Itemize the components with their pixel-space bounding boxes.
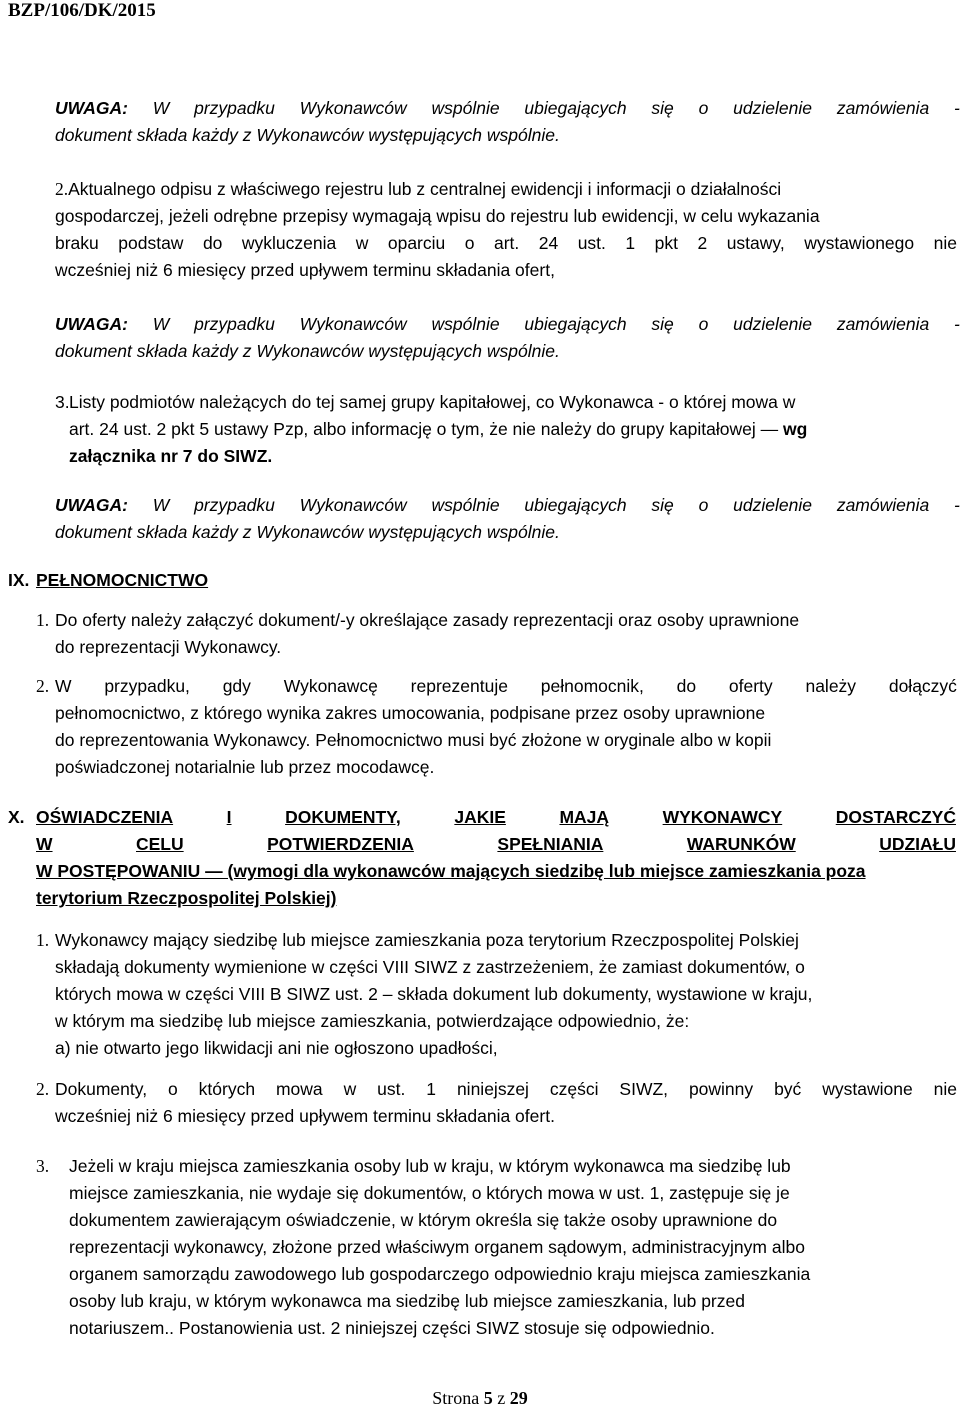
word: gdy: [222, 676, 251, 696]
paragraph-line: załącznika nr 7 do SIWZ.: [69, 446, 273, 466]
uwaga-note-line: [55, 314, 960, 334]
item-number: 2.Aktualnego odpisu z właściwego rejestru lub z centralnej ewidencji i informacji o działalności: [55, 179, 782, 199]
uwaga-note-line: [55, 98, 960, 118]
word: SIWZ,: [619, 1079, 669, 1099]
word: o: [698, 98, 709, 118]
word: ustawy,: [726, 233, 785, 253]
word: DOSTARCZYĆ: [835, 807, 956, 827]
paragraph-line: art. 24 ust. 2 pkt 5 ustawy Pzp, albo informację o tym, że nie należy do grupy kapitałowej — wg: [69, 419, 808, 439]
word: przypadku: [194, 495, 275, 515]
paragraph-line: do reprezentowania Wykonawcy. Pełnomocnictwo musi być złożone w oryginale albo w kopii: [55, 730, 772, 750]
word: OŚWIADCZENIA: [36, 807, 174, 827]
paragraph-line: wcześniej niż 6 miesięcy przed upływem terminu składania ofert.: [55, 1106, 555, 1126]
word: -: [954, 495, 960, 515]
word: W: [152, 314, 170, 334]
word: do: [202, 233, 223, 253]
word: WARUNKÓW: [686, 834, 796, 854]
word: udzielenie: [733, 314, 812, 334]
word: zamówienia: [836, 314, 930, 334]
uwaga-note-line: [55, 495, 960, 515]
word: w: [355, 233, 369, 253]
word: UDZIAŁU: [879, 834, 956, 854]
word: nie: [933, 1079, 957, 1099]
word: -: [954, 314, 960, 334]
word: wystawione: [822, 1079, 913, 1099]
word: MAJĄ: [559, 807, 610, 827]
item-number: 1.: [36, 930, 50, 950]
word: dołączyć: [888, 676, 957, 696]
word: wspólnie: [431, 495, 500, 515]
word: 2: [697, 233, 708, 253]
word: ust.: [577, 233, 606, 253]
uwaga-note-line: dokument składa każdy z Wykonawców występujących wspólnie.: [55, 341, 560, 361]
word: UWAGA:: [55, 98, 128, 118]
paragraph-line: gospodarczej, jeżeli odrębne przepisy wymagają wpisu do rejestru lub ewidencji, w celu wykazania: [55, 206, 820, 226]
word: zamówienia: [836, 495, 930, 515]
section-title-line: [36, 834, 956, 854]
word: Wykonawcę: [283, 676, 378, 696]
section-title-line: W POSTĘPOWANIU — (wymogi dla wykonawców mających siedzibę lub miejsce zamieszkania poza: [36, 861, 866, 881]
paragraph-line: [55, 676, 957, 696]
word: o: [698, 495, 709, 515]
word: Dokumenty,: [55, 1079, 148, 1099]
word: Wykonawców: [299, 98, 407, 118]
list-item: a) nie otwarto jego likwidacji ani nie ogłoszono upadłości,: [55, 1038, 498, 1058]
paragraph-line: miejsce zamieszkania, nie wydaje się dokumentów, o których mowa w ust. 1, zastępuje się je: [69, 1183, 790, 1203]
paragraph-line: dokumentem zawierającym oświadczenie, w którym określa się także osoby uprawnione do: [69, 1210, 778, 1230]
word: JAKIE: [454, 807, 506, 827]
word: -: [954, 98, 960, 118]
word: się: [651, 495, 674, 515]
word: 1: [625, 233, 636, 253]
word: w: [343, 1079, 357, 1099]
word: oparciu: [387, 233, 446, 253]
section-title-line: terytorium Rzeczpospolitej Polskiej): [36, 888, 337, 908]
word: reprezentuje: [410, 676, 508, 696]
word: POTWIERDZENIA: [267, 834, 414, 854]
word: nie: [933, 233, 957, 253]
paragraph-line: reprezentacji wykonawcy, złożone przed właściwym organem sądowym, administracyjnym albo: [69, 1237, 805, 1257]
section-number: IX.: [8, 570, 30, 590]
word: wykluczenia: [241, 233, 337, 253]
word: do: [676, 676, 697, 696]
word: wystawionego: [804, 233, 915, 253]
word: SPEŁNIANIA: [497, 834, 604, 854]
paragraph-line: Jeżeli w kraju miejsca zamieszkania osoby lub w kraju, w którym wykonawca ma siedzibę lub: [69, 1156, 791, 1176]
section-title: PEŁNOMOCNICTWO: [36, 570, 209, 590]
word: udzielenie: [733, 98, 812, 118]
word: ubiegających: [524, 98, 627, 118]
word: ubiegających: [524, 314, 627, 334]
section-number: X.: [8, 807, 25, 827]
paragraph-line: składają dokumenty wymienione w części VIII SIWZ z zastrzeżeniem, że zamiast dokumentów, o: [55, 957, 805, 977]
paragraph-line: w którym ma siedzibę lub miejsce zamieszkania, potwierdzające odpowiednio, że:: [55, 1011, 690, 1031]
word: UWAGA:: [55, 495, 128, 515]
word: W: [152, 98, 170, 118]
word: o: [464, 233, 475, 253]
word: podstaw: [118, 233, 184, 253]
word: 1: [426, 1079, 437, 1099]
word: wspólnie: [431, 98, 500, 118]
section-title-line: [36, 807, 956, 827]
paragraph-line: do reprezentacji Wykonawcy.: [55, 637, 282, 657]
item-number: 3.: [36, 1156, 50, 1176]
word: W: [55, 676, 72, 696]
word: o: [168, 1079, 178, 1099]
word: niniejszej: [456, 1079, 529, 1099]
document-id: BZP/106/DK/2015: [8, 0, 156, 21]
paragraph-line: Do oferty należy załączyć dokument/-y określające zasady reprezentacji oraz osoby uprawnione: [55, 610, 800, 630]
paragraph-line: osoby lub kraju, w którym wykonawca ma siedzibę lub miejsce zamieszkania, lub przed: [69, 1291, 745, 1311]
page-number: Strona 5 z 29: [432, 1388, 528, 1408]
item-number: 2.: [36, 1079, 50, 1099]
word: pkt: [654, 233, 678, 253]
word: należy: [805, 676, 857, 696]
paragraph-line: notariuszem.. Postanowienia ust. 2 niniejszej części SIWZ stosuje się odpowiednio.: [69, 1318, 715, 1338]
word: ust.: [377, 1079, 406, 1099]
word: DOKUMENTY,: [285, 807, 401, 827]
word: Wykonawców: [299, 314, 407, 334]
paragraph-line: Aktualnego odpisu z właściwego rejestru lub z centralnej ewidencji i informacji o działalności: [68, 179, 782, 199]
word: się: [651, 98, 674, 118]
word: I: [226, 807, 232, 827]
paragraph-line: pełnomocnictwo, z którego wynika zakres umocowania, podpisane przez osoby uprawnione: [55, 703, 766, 723]
word: Wykonawców: [299, 495, 407, 515]
word: się: [651, 314, 674, 334]
item-number: 1.: [36, 610, 50, 630]
word: W: [152, 495, 170, 515]
word: których: [198, 1079, 256, 1099]
paragraph-line: wcześniej niż 6 miesięcy przed upływem terminu składania ofert,: [55, 260, 555, 280]
word: oferty: [728, 676, 773, 696]
paragraph-line: Listy podmiotów należących do tej samej grupy kapitałowej, co Wykonawca - o której mowa w: [69, 392, 796, 412]
word: art.: [493, 233, 520, 253]
item-number: 2.: [36, 676, 50, 696]
word: powinny: [688, 1079, 754, 1099]
word: przypadku,: [104, 676, 190, 696]
word: CELU: [136, 834, 184, 854]
word: udzielenie: [733, 495, 812, 515]
uwaga-note-line: dokument składa każdy z Wykonawców występujących wspólnie.: [55, 522, 560, 542]
word: 24: [538, 233, 559, 253]
paragraph-line: których mowa w części VIII B SIWZ ust. 2 – składa dokument lub dokumenty, wystawione w kraju,: [55, 984, 813, 1004]
word: UWAGA:: [55, 314, 128, 334]
word: mowa: [275, 1079, 323, 1099]
paragraph-line: Wykonawcy mający siedzibę lub miejsce zamieszkania poza terytorium Rzeczpospolitej Polskiej: [55, 930, 799, 950]
word: przypadku: [194, 98, 275, 118]
word: braku: [55, 233, 99, 253]
word: wspólnie: [431, 314, 500, 334]
paragraph-line: [55, 1079, 957, 1099]
paragraph-line: organem samorządu zawodowego lub gospodarczego odpowiednio kraju miejsca zamieszkania: [69, 1264, 811, 1284]
word: o: [698, 314, 709, 334]
word: przypadku: [194, 314, 275, 334]
uwaga-note-line: dokument składa każdy z Wykonawców występujących wspólnie.: [55, 125, 560, 145]
word: WYKONAWCY: [662, 807, 783, 827]
word: części: [549, 1079, 599, 1099]
paragraph-line: poświadczonej notarialnie lub przez mocodawcę.: [55, 757, 435, 777]
word: ubiegających: [524, 495, 627, 515]
word: być: [774, 1079, 802, 1099]
word: pełnomocnik,: [540, 676, 644, 696]
word: W: [36, 834, 53, 854]
word: zamówienia: [836, 98, 930, 118]
paragraph-line: [55, 233, 957, 253]
item-number: 3.: [55, 392, 70, 412]
